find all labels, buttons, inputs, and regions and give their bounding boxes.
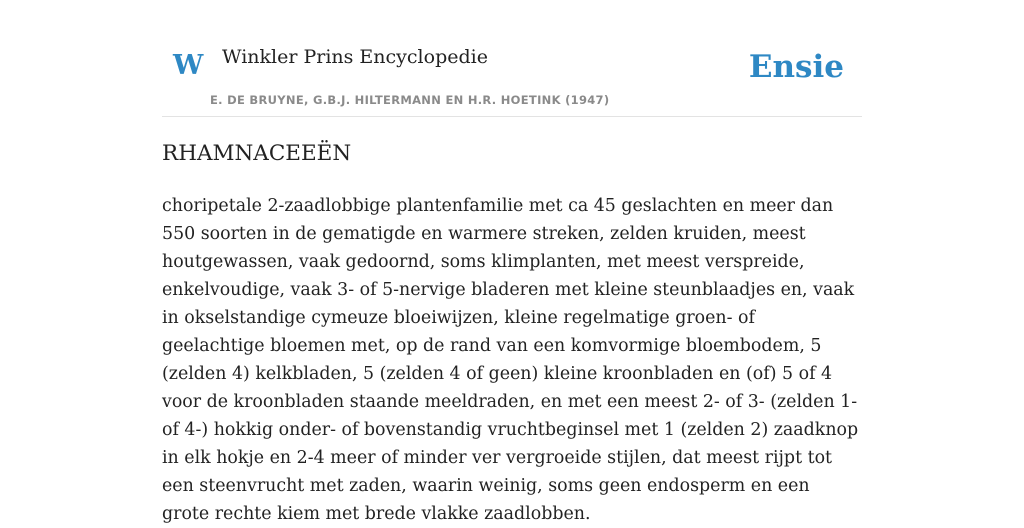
header — [162, 0, 862, 117]
winkler-prins-logo-icon[interactable]: W — [173, 50, 204, 81]
site-title[interactable]: Winkler Prins Encyclopedie — [222, 46, 488, 68]
entry-text: choripetale 2-zaadlobbige plantenfamilie met ca 45 geslachten en meer dan 550 soorten in de gematigde en warmere streken, zelden kruiden, meest houtgewassen, vaak gedoornd, soms klimplanten, met meest verspreide, enkelvoudige, vaak 3- of 5-nervige bladeren met kleine steunblaadjes en, vaak in okselstandige cymeuze bloeiwijzen, kleine regelmatige groen- of geelachtige bloemen met, op de rand van een komvormige bloembodem, 5 (zelden 4) kelkbladen, 5 (zelden 4 of geen) kleine kroonbladen en (of) 5 of 4 voor de kroonbladen staande meeldraden, en met een meest 2- of 3- (zelden 1- of 4-) hokkig onder- of bovenstandig vruchtbeginsel met 1 (zelden 2) zaadknop in elk hokje en 2-4 meer of minder ver vergroeide stijlen, dat meest rijpt tot een steenvrucht met zaden, waarin weinig, soms geen endosperm en een grote rechte kiem met brede vlakke zaadlobben. — [162, 196, 859, 524]
entry-title: RHAMNACEEËN — [162, 141, 352, 166]
ensie-logo[interactable]: Ensie — [748, 49, 844, 85]
authors-line: E. DE BRUYNE, G.B.J. HILTERMANN EN H.R. HOETINK (1947) — [210, 93, 610, 107]
